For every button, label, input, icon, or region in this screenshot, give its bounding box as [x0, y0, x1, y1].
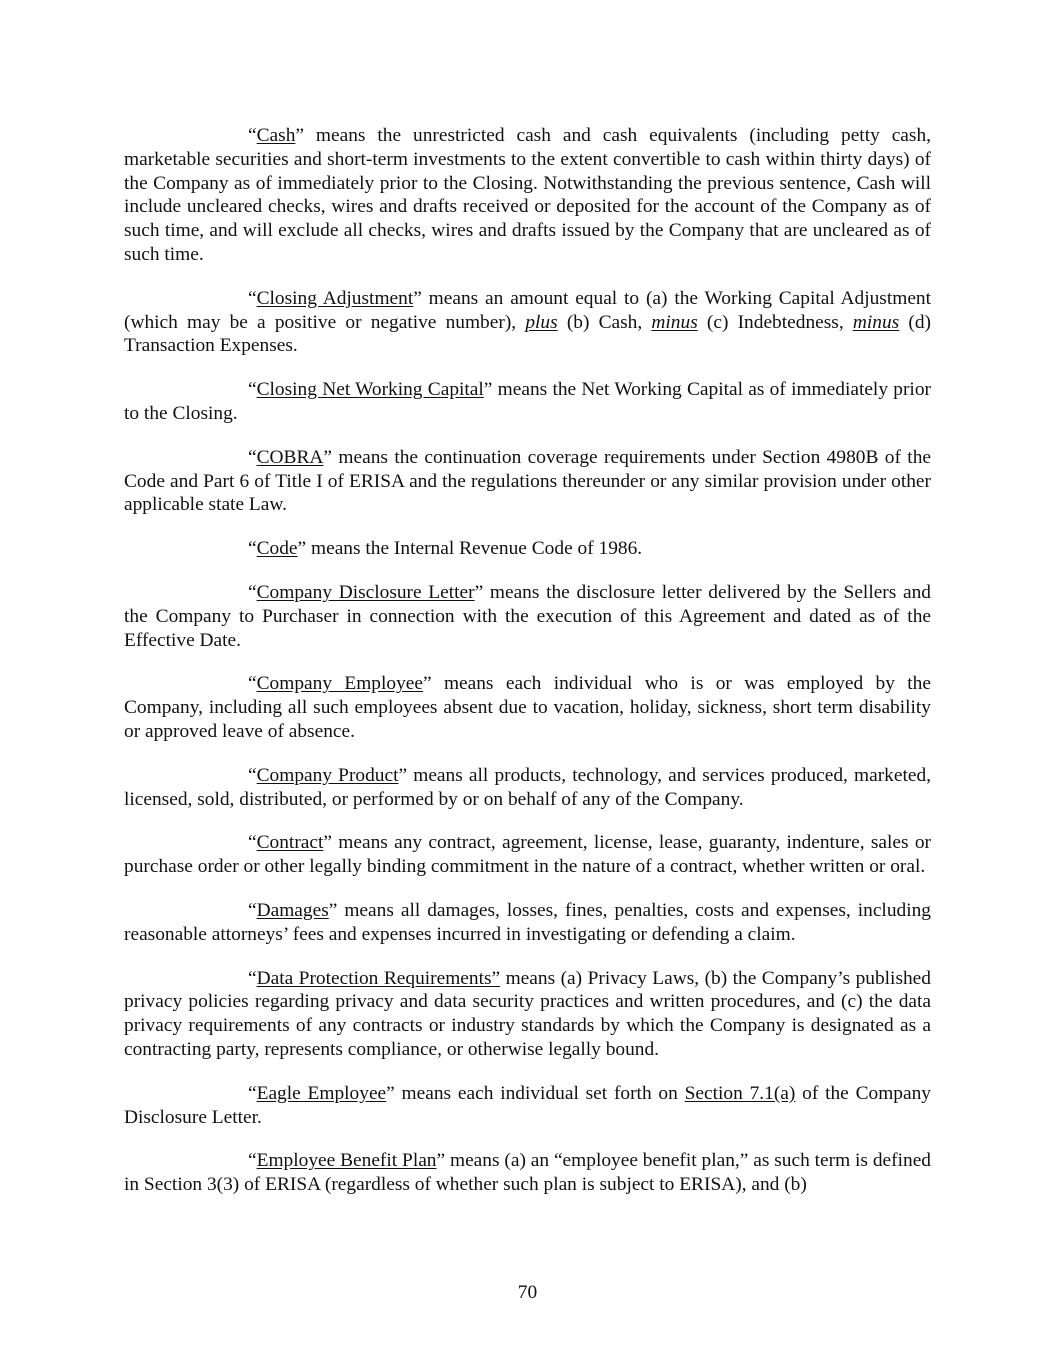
definition-text: “ [248, 673, 257, 695]
definition-text: “ [248, 899, 257, 921]
definition-text: ” means the unrestricted cash and cash equivalents (including petty cash, marketable securities and short-term investments to the extent convertible to cash within thirty days) of the Company as of immediately prior to the Closing. Notwithstanding the previous sentence, Cash will include uncleared checks, wires and drafts received or deposited for the account of the Company as of such time, and will exclude all checks, wires and drafts issued by the Company that are uncleared as of such time. [124, 125, 931, 265]
definition-text: “ [248, 764, 257, 786]
definition-text: (d) Transaction Expenses. [124, 311, 931, 357]
page-number: 70 [517, 1282, 538, 1303]
definition-text: “ [248, 125, 257, 146]
defined-term: Section 7.1(a) [684, 1082, 796, 1104]
definition-damages [124, 899, 931, 947]
definition-text: “ [248, 446, 257, 468]
defined-term: Closing Adjustment [256, 287, 414, 309]
defined-term: Eagle Employee [256, 1082, 387, 1104]
definition-code [124, 537, 931, 561]
definition-text: “ [248, 538, 257, 560]
definition-text: ” means the Net Working Capital as of immediately prior to the Closing. [124, 379, 931, 424]
defined-term: Employee Benefit Plan [256, 1150, 437, 1172]
defined-term: COBRA [256, 446, 324, 468]
defined-term: Company Employee [256, 673, 423, 695]
definition-text: of the Company Disclosure Letter. [124, 1082, 931, 1128]
definition-text: ” means each individual set forth on [386, 1082, 685, 1104]
defined-term: Company Product [256, 764, 399, 786]
definition-text: “ [248, 832, 257, 854]
definition-text: (c) Indebtedness, [697, 311, 853, 333]
defined-term: Cash [256, 125, 296, 146]
definition-text: ” means the continuation coverage requirements under Section 4980B of the Code and Part 6 of Title I of ERISA and the regulations thereunder or any similar provision under other applicable state Law. [124, 446, 931, 516]
emphasized-operator: minus [852, 311, 900, 333]
defined-term: Code [256, 538, 298, 560]
definition-text: “ [248, 967, 257, 989]
definition-text: “ [248, 1082, 257, 1104]
definition-text: ” means (a) an “employee benefit plan,” as such term is defined in Section 3(3) of ERISA (regardless of whether such plan is subject to ERISA), and (b) [124, 1150, 931, 1196]
definition-text: ” means all products, technology, and services produced, marketed, licensed, sold, distributed, or performed by or on behalf of any of the Company. [124, 764, 931, 810]
definition-company-product [124, 764, 931, 812]
defined-term: Data Protection Requirements” [256, 967, 501, 989]
defined-term: Closing Net Working Capital [256, 379, 484, 401]
definition-text: ” means each individual who is or was employed by the Company, including all such employees absent due to vacation, holiday, sickness, short term disability or approved leave of absence. [124, 673, 931, 742]
definition-text: ” means an amount equal to (a) the Working Capital Adjustment (which may be a positive or negative number), [124, 287, 932, 333]
definition-company-employee [124, 672, 931, 743]
definition-text: (b) Cash, [557, 311, 652, 333]
definition-data-protection-requirements [124, 967, 931, 1062]
definition-closing-adjustment [124, 287, 931, 358]
definition-text: “ [248, 379, 257, 401]
definition-eagle-employee [124, 1082, 931, 1130]
definition-text: ” means any contract, agreement, license, lease, guaranty, indenture, sales or purchase order or other legally binding commitment in the nature of a contract, whether written or oral. [124, 832, 931, 878]
definition-text: “ [248, 1150, 257, 1172]
definition-text: means (a) Privacy Laws, (b) the Company’s published privacy policies regarding privacy and data security practices and written procedures, and (c) the data privacy requirements of any contracts or industry standards by which the Company is designated as a contracting party, represents compliance, or otherwise legally bound. [124, 967, 931, 1060]
defined-term: Company Disclosure Letter [256, 581, 475, 603]
emphasized-operator: plus [525, 311, 558, 333]
definition-cash [124, 124, 931, 267]
definition-text: “ [248, 287, 257, 309]
definitions-section [124, 124, 931, 1217]
defined-term: Contract [256, 832, 324, 854]
definition-contract [124, 831, 931, 879]
definition-cobra [124, 446, 931, 517]
definition-text: ” means the disclosure letter delivered by the Sellers and the Company to Purchaser in connection with the execution of this Agreement and dated as of the Effective Date. [124, 581, 931, 651]
definition-company-disclosure-letter [124, 581, 931, 652]
emphasized-operator: minus [651, 311, 698, 333]
defined-term: Damages [256, 899, 329, 921]
definition-closing-net-working-capital [124, 378, 931, 426]
definition-text: “ [248, 581, 257, 603]
definition-employee-benefit-plan [124, 1149, 931, 1197]
definition-text: ” means all damages, losses, fines, penalties, costs and expenses, including reasonable attorneys’ fees and expenses incurred in investigating or defending a claim. [124, 899, 931, 945]
definition-text: ” means the Internal Revenue Code of 1986. [297, 538, 643, 560]
